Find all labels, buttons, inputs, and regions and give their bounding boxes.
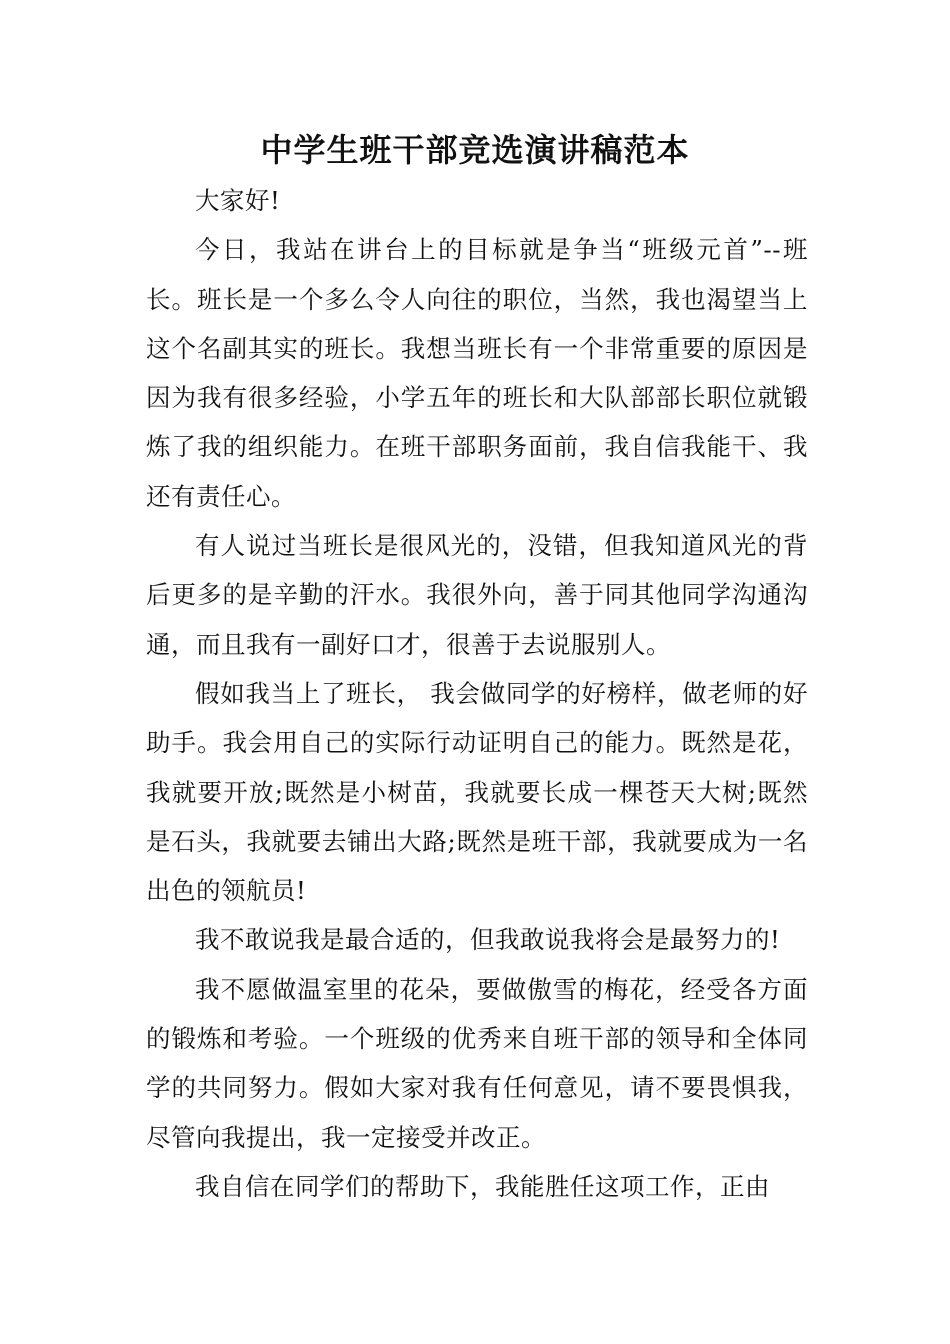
- document-body: [146, 176, 808, 1211]
- document-title: 中学生班干部竞选演讲稿范本: [260, 131, 690, 169]
- paragraph-5: 我不愿做温室里的花朵，要做傲雪的梅花，经受各方面的锻炼和考验。一个班级的优秀来自班干部的领导和全体同学的共同努力。假如大家对我有任何意见，请不要畏惧我，尽管向我提出，我一定接受并改正。: [146, 974, 808, 1152]
- paragraph-1: 今日，我站在讲台上的目标就是争当“班级元首”--班长。班长是一个多么令人向往的职位，当然，我也渴望当上这个名副其实的班长。我想当班长有一个非常重要的原因是因为我有很多经验，小学五年的班长和大队部部长职位就锻炼了我的组织能力。在班干部职务面前，我自信我能干、我还有责任心。: [146, 235, 808, 511]
- paragraph-2: 有人说过当班长是很风光的，没错，但我知道风光的背后更多的是辛勤的汗水。我很外向，善于同其他同学沟通沟通，而且我有一副好口才，很善于去说服别人。: [146, 531, 808, 659]
- paragraph-4: 我不敢说我是最合适的，但我敢说我将会是最努力的!: [195, 925, 781, 955]
- paragraph-greeting: 大家好!: [195, 186, 281, 215]
- paragraph-6: 我自信在同学们的帮助下，我能胜任这项工作，正由: [195, 1171, 770, 1201]
- paragraph-3: 假如我当上了班长， 我会做同学的好榜样，做老师的好助手。我会用自己的实际行动证明自己的能力。既然是花，我就要开放;既然是小树苗，我就要长成一棵苍天大树;既然是石头，我就要去铺出大路;既然是班干部，我就要成为一名出色的领航员!: [146, 678, 808, 906]
